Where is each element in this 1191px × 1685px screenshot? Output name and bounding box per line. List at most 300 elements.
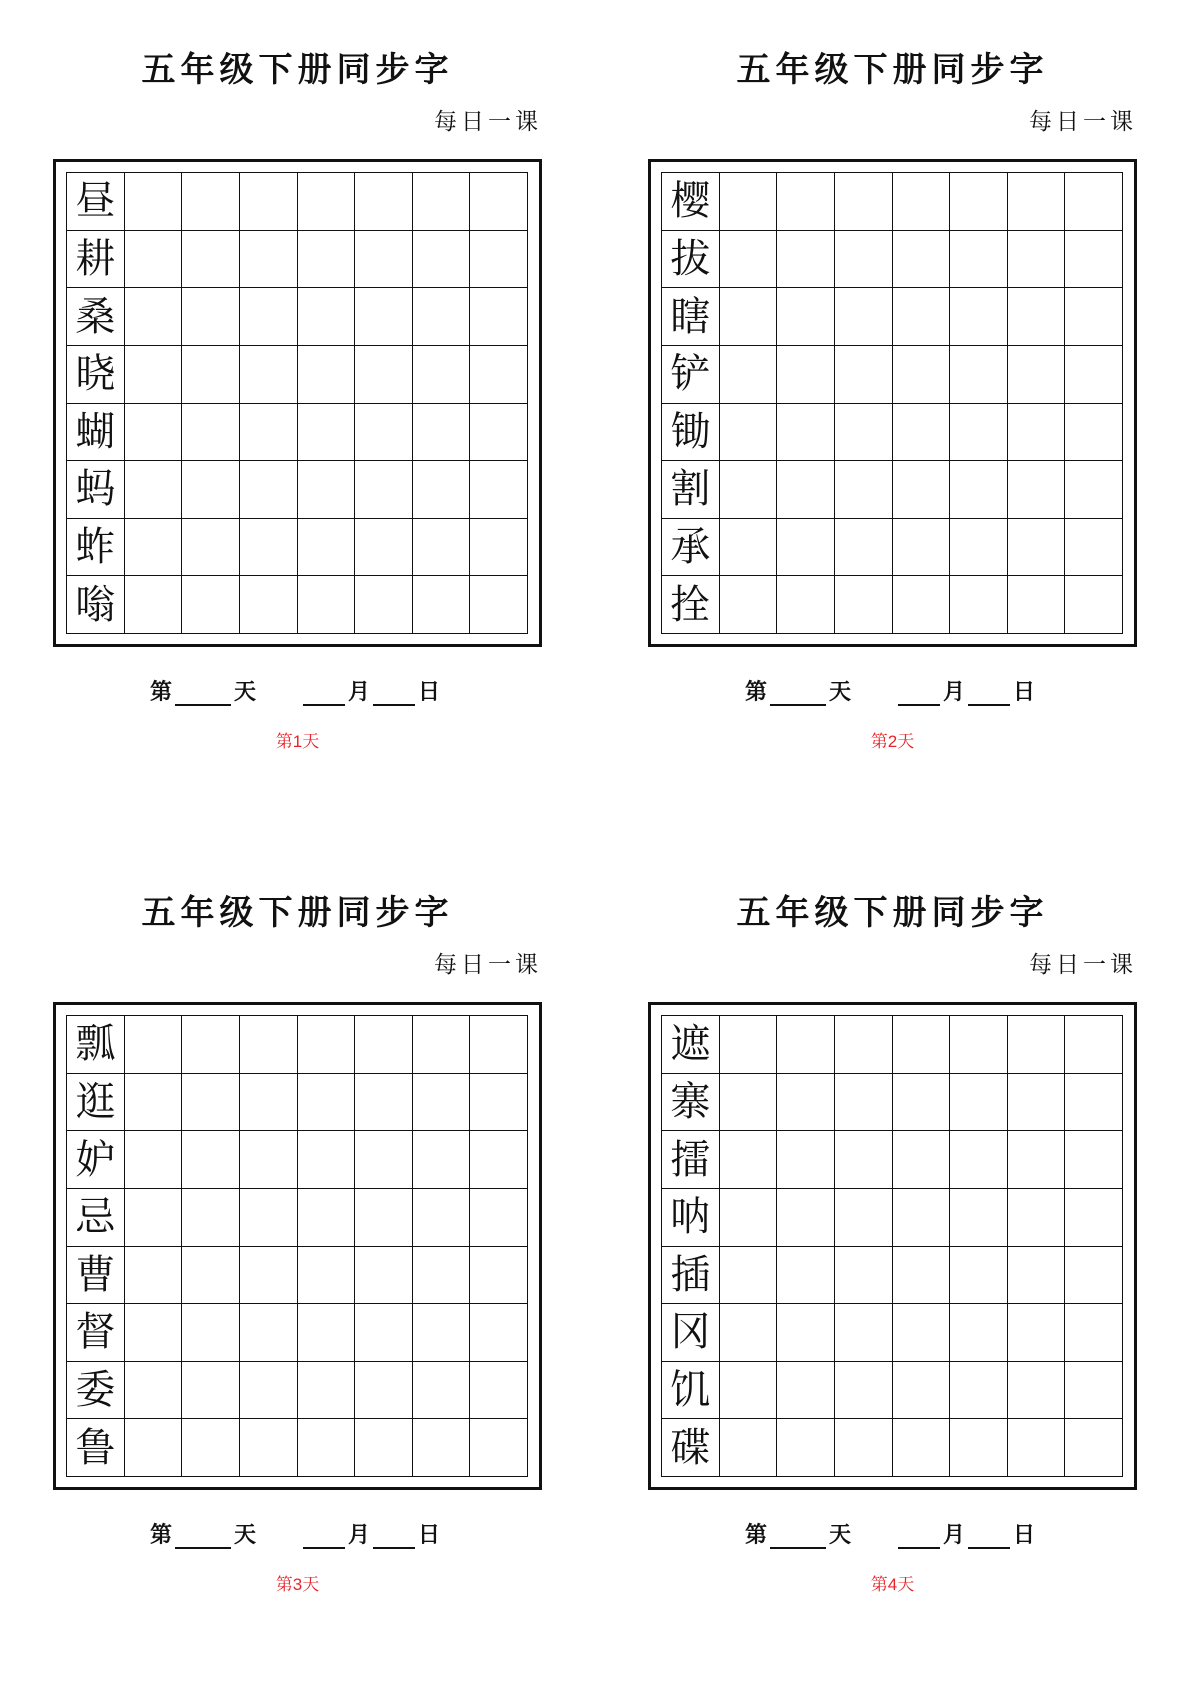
writing-cell[interactable] bbox=[835, 288, 893, 346]
writing-cell[interactable] bbox=[777, 1419, 835, 1477]
writing-cell[interactable] bbox=[298, 1247, 356, 1305]
sheet-title: 五年级下册同步字 bbox=[141, 893, 454, 933]
writing-cell[interactable] bbox=[182, 1304, 240, 1362]
writing-cell[interactable] bbox=[413, 576, 471, 634]
writing-cell[interactable] bbox=[355, 346, 413, 404]
writing-cell[interactable] bbox=[470, 1304, 528, 1362]
writing-cell[interactable] bbox=[835, 576, 893, 634]
writing-cell[interactable] bbox=[950, 461, 1008, 519]
writing-cell[interactable] bbox=[1065, 346, 1123, 404]
writing-cell[interactable] bbox=[298, 1304, 356, 1362]
writing-cell[interactable] bbox=[298, 173, 356, 231]
day-number-blank[interactable] bbox=[175, 1525, 231, 1549]
writing-cell[interactable] bbox=[950, 1419, 1008, 1477]
practice-grid bbox=[66, 172, 528, 634]
practice-sheet bbox=[595, 843, 1190, 1685]
writing-cell[interactable] bbox=[470, 173, 528, 231]
writing-cell[interactable] bbox=[125, 1074, 183, 1132]
date-line bbox=[745, 1519, 1035, 1549]
writing-cell[interactable] bbox=[355, 1189, 413, 1247]
writing-cell[interactable] bbox=[720, 1419, 778, 1477]
writing-cell[interactable] bbox=[1065, 519, 1123, 577]
writing-cell[interactable] bbox=[413, 404, 471, 462]
writing-cell[interactable] bbox=[240, 346, 298, 404]
writing-cell[interactable] bbox=[470, 1131, 528, 1189]
writing-cell[interactable] bbox=[835, 173, 893, 231]
writing-cell[interactable] bbox=[1008, 173, 1066, 231]
writing-cell[interactable] bbox=[1008, 1074, 1066, 1132]
writing-cell[interactable] bbox=[240, 1131, 298, 1189]
writing-cell[interactable] bbox=[182, 173, 240, 231]
writing-cell[interactable] bbox=[125, 1247, 183, 1305]
model-character-cell: 忌 bbox=[67, 1189, 125, 1247]
writing-cell[interactable] bbox=[125, 1016, 183, 1074]
writing-cell[interactable] bbox=[413, 461, 471, 519]
sheet-title: 五年级下册同步字 bbox=[141, 50, 454, 90]
writing-cell[interactable] bbox=[298, 1074, 356, 1132]
writing-cell[interactable] bbox=[777, 576, 835, 634]
writing-cell[interactable] bbox=[240, 576, 298, 634]
writing-cell[interactable] bbox=[950, 576, 1008, 634]
day-prefix: 第 bbox=[745, 1522, 768, 1548]
writing-cell[interactable] bbox=[950, 1304, 1008, 1362]
writing-cell[interactable] bbox=[355, 231, 413, 289]
model-character-cell: 插 bbox=[662, 1247, 720, 1305]
writing-cell[interactable] bbox=[1065, 173, 1123, 231]
writing-cell[interactable] bbox=[182, 1419, 240, 1477]
writing-cell[interactable] bbox=[893, 1419, 951, 1477]
writing-cell[interactable] bbox=[298, 1131, 356, 1189]
writing-cell[interactable] bbox=[950, 1189, 1008, 1247]
day-label: 第3天 bbox=[275, 1575, 320, 1594]
writing-cell[interactable] bbox=[1008, 1304, 1066, 1362]
month-unit: 月 bbox=[348, 1522, 371, 1548]
model-character-cell: 拴 bbox=[662, 576, 720, 634]
writing-cell[interactable] bbox=[720, 404, 778, 462]
writing-cell[interactable] bbox=[240, 1189, 298, 1247]
writing-cell[interactable] bbox=[777, 519, 835, 577]
date-blank[interactable] bbox=[968, 682, 1010, 706]
writing-cell[interactable] bbox=[893, 173, 951, 231]
writing-cell[interactable] bbox=[720, 1362, 778, 1420]
writing-cell[interactable] bbox=[893, 1247, 951, 1305]
writing-cell[interactable] bbox=[720, 173, 778, 231]
writing-cell[interactable] bbox=[125, 519, 183, 577]
writing-cell[interactable] bbox=[1008, 519, 1066, 577]
writing-cell[interactable] bbox=[950, 231, 1008, 289]
writing-cell[interactable] bbox=[240, 1016, 298, 1074]
day-prefix: 第 bbox=[150, 1522, 173, 1548]
writing-cell[interactable] bbox=[1065, 1074, 1123, 1132]
writing-cell[interactable] bbox=[413, 1419, 471, 1477]
writing-cell[interactable] bbox=[1065, 1362, 1123, 1420]
month-unit: 月 bbox=[943, 1522, 966, 1548]
writing-cell[interactable] bbox=[298, 1419, 356, 1477]
writing-cell[interactable] bbox=[125, 288, 183, 346]
writing-cell[interactable] bbox=[182, 288, 240, 346]
writing-cell[interactable] bbox=[470, 1074, 528, 1132]
writing-cell[interactable] bbox=[470, 461, 528, 519]
model-character-cell: 遮 bbox=[662, 1016, 720, 1074]
writing-cell[interactable] bbox=[125, 1362, 183, 1420]
writing-cell[interactable] bbox=[182, 1016, 240, 1074]
writing-cell[interactable] bbox=[835, 1362, 893, 1420]
day-number-blank[interactable] bbox=[770, 1525, 826, 1549]
date-unit: 日 bbox=[418, 1522, 441, 1548]
writing-cell[interactable] bbox=[777, 173, 835, 231]
writing-cell[interactable] bbox=[835, 1016, 893, 1074]
writing-cell[interactable] bbox=[182, 231, 240, 289]
month-blank[interactable] bbox=[303, 1525, 345, 1549]
practice-grid bbox=[661, 172, 1123, 634]
writing-cell[interactable] bbox=[240, 1304, 298, 1362]
writing-cell[interactable] bbox=[835, 1189, 893, 1247]
writing-cell[interactable] bbox=[835, 519, 893, 577]
model-character-cell: 鲁 bbox=[67, 1419, 125, 1477]
writing-cell[interactable] bbox=[355, 1362, 413, 1420]
writing-cell[interactable] bbox=[720, 1189, 778, 1247]
model-character-cell: 晓 bbox=[67, 346, 125, 404]
writing-cell[interactable] bbox=[182, 346, 240, 404]
writing-cell[interactable] bbox=[835, 231, 893, 289]
day-number-blank[interactable] bbox=[175, 682, 231, 706]
model-character-cell: 曹 bbox=[67, 1247, 125, 1305]
month-unit: 月 bbox=[943, 679, 966, 705]
day-unit: 天 bbox=[234, 679, 257, 705]
writing-cell[interactable] bbox=[182, 576, 240, 634]
writing-cell[interactable] bbox=[893, 231, 951, 289]
writing-cell[interactable] bbox=[950, 1074, 1008, 1132]
month-blank[interactable] bbox=[898, 682, 940, 706]
writing-cell[interactable] bbox=[777, 1016, 835, 1074]
writing-cell[interactable] bbox=[240, 1419, 298, 1477]
sheet-subtitle: 每日一课 bbox=[434, 952, 542, 978]
writing-cell[interactable] bbox=[470, 1247, 528, 1305]
month-blank[interactable] bbox=[303, 682, 345, 706]
writing-cell[interactable] bbox=[470, 1189, 528, 1247]
writing-cell[interactable] bbox=[893, 1074, 951, 1132]
writing-cell[interactable] bbox=[413, 346, 471, 404]
writing-cell[interactable] bbox=[1065, 1247, 1123, 1305]
writing-cell[interactable] bbox=[1008, 576, 1066, 634]
writing-cell[interactable] bbox=[355, 1131, 413, 1189]
writing-cell[interactable] bbox=[1008, 1131, 1066, 1189]
model-character-cell: 承 bbox=[662, 519, 720, 577]
writing-cell[interactable] bbox=[413, 519, 471, 577]
model-character-cell: 督 bbox=[67, 1304, 125, 1362]
writing-cell[interactable] bbox=[893, 404, 951, 462]
day-prefix: 第 bbox=[745, 679, 768, 705]
writing-cell[interactable] bbox=[835, 346, 893, 404]
writing-cell[interactable] bbox=[240, 519, 298, 577]
writing-cell[interactable] bbox=[355, 1016, 413, 1074]
writing-cell[interactable] bbox=[298, 461, 356, 519]
writing-cell[interactable] bbox=[950, 1016, 1008, 1074]
model-character-cell: 瓢 bbox=[67, 1016, 125, 1074]
model-character-cell: 樱 bbox=[662, 173, 720, 231]
writing-cell[interactable] bbox=[125, 1419, 183, 1477]
writing-cell[interactable] bbox=[1008, 346, 1066, 404]
writing-cell[interactable] bbox=[125, 1131, 183, 1189]
writing-cell[interactable] bbox=[413, 1304, 471, 1362]
writing-cell[interactable] bbox=[240, 1074, 298, 1132]
writing-cell[interactable] bbox=[777, 1362, 835, 1420]
writing-cell[interactable] bbox=[893, 1362, 951, 1420]
day-label: 第4天 bbox=[870, 1575, 915, 1594]
writing-cell[interactable] bbox=[413, 1247, 471, 1305]
writing-cell[interactable] bbox=[182, 1247, 240, 1305]
writing-cell[interactable] bbox=[1065, 288, 1123, 346]
writing-cell[interactable] bbox=[182, 1362, 240, 1420]
writing-cell[interactable] bbox=[470, 404, 528, 462]
writing-cell[interactable] bbox=[182, 519, 240, 577]
writing-cell[interactable] bbox=[125, 1304, 183, 1362]
writing-cell[interactable] bbox=[298, 1016, 356, 1074]
writing-cell[interactable] bbox=[125, 404, 183, 462]
writing-cell[interactable] bbox=[950, 1247, 1008, 1305]
day-number-blank[interactable] bbox=[770, 682, 826, 706]
date-blank[interactable] bbox=[373, 682, 415, 706]
writing-cell[interactable] bbox=[125, 346, 183, 404]
practice-grid-frame bbox=[648, 1002, 1137, 1490]
writing-cell[interactable] bbox=[240, 1362, 298, 1420]
writing-cell[interactable] bbox=[720, 1304, 778, 1362]
writing-cell[interactable] bbox=[413, 288, 471, 346]
model-character-cell: 冈 bbox=[662, 1304, 720, 1362]
writing-cell[interactable] bbox=[298, 231, 356, 289]
writing-cell[interactable] bbox=[355, 1247, 413, 1305]
writing-cell[interactable] bbox=[355, 1304, 413, 1362]
writing-cell[interactable] bbox=[893, 1016, 951, 1074]
writing-cell[interactable] bbox=[182, 461, 240, 519]
model-character-cell: 擂 bbox=[662, 1131, 720, 1189]
writing-cell[interactable] bbox=[125, 461, 183, 519]
model-character-cell: 碟 bbox=[662, 1419, 720, 1477]
model-character-cell: 割 bbox=[662, 461, 720, 519]
writing-cell[interactable] bbox=[413, 1074, 471, 1132]
writing-cell[interactable] bbox=[125, 576, 183, 634]
writing-cell[interactable] bbox=[777, 231, 835, 289]
writing-cell[interactable] bbox=[950, 1362, 1008, 1420]
day-label: 第2天 bbox=[870, 732, 915, 751]
writing-cell[interactable] bbox=[240, 231, 298, 289]
writing-cell[interactable] bbox=[125, 1189, 183, 1247]
date-unit: 日 bbox=[1013, 1522, 1036, 1548]
sheet-title: 五年级下册同步字 bbox=[736, 893, 1049, 933]
writing-cell[interactable] bbox=[298, 346, 356, 404]
writing-cell[interactable] bbox=[182, 1189, 240, 1247]
writing-cell[interactable] bbox=[1065, 231, 1123, 289]
writing-cell[interactable] bbox=[413, 231, 471, 289]
writing-cell[interactable] bbox=[1065, 1189, 1123, 1247]
writing-cell[interactable] bbox=[1008, 1362, 1066, 1420]
date-line bbox=[745, 676, 1035, 706]
date-unit: 日 bbox=[418, 679, 441, 705]
writing-cell[interactable] bbox=[298, 1362, 356, 1420]
practice-grid-frame bbox=[648, 159, 1137, 647]
model-character-cell: 锄 bbox=[662, 404, 720, 462]
writing-cell[interactable] bbox=[777, 1304, 835, 1362]
writing-cell[interactable] bbox=[835, 1131, 893, 1189]
writing-cell[interactable] bbox=[777, 1189, 835, 1247]
writing-cell[interactable] bbox=[413, 1131, 471, 1189]
day-unit: 天 bbox=[234, 1522, 257, 1548]
writing-cell[interactable] bbox=[470, 346, 528, 404]
writing-cell[interactable] bbox=[1065, 1016, 1123, 1074]
writing-cell[interactable] bbox=[1008, 1016, 1066, 1074]
date-blank[interactable] bbox=[373, 1525, 415, 1549]
writing-cell[interactable] bbox=[950, 346, 1008, 404]
writing-cell[interactable] bbox=[125, 231, 183, 289]
writing-cell[interactable] bbox=[1008, 1189, 1066, 1247]
writing-cell[interactable] bbox=[413, 1016, 471, 1074]
writing-cell[interactable] bbox=[777, 288, 835, 346]
writing-cell[interactable] bbox=[835, 461, 893, 519]
writing-cell[interactable] bbox=[298, 576, 356, 634]
writing-cell[interactable] bbox=[720, 1016, 778, 1074]
writing-cell[interactable] bbox=[720, 1074, 778, 1132]
writing-cell[interactable] bbox=[777, 461, 835, 519]
writing-cell[interactable] bbox=[1008, 404, 1066, 462]
model-character-cell: 昼 bbox=[67, 173, 125, 231]
writing-cell[interactable] bbox=[893, 576, 951, 634]
writing-cell[interactable] bbox=[1065, 1131, 1123, 1189]
writing-cell[interactable] bbox=[1065, 576, 1123, 634]
writing-cell[interactable] bbox=[125, 173, 183, 231]
writing-cell[interactable] bbox=[720, 346, 778, 404]
writing-cell[interactable] bbox=[950, 1131, 1008, 1189]
writing-cell[interactable] bbox=[777, 1074, 835, 1132]
writing-cell[interactable] bbox=[355, 288, 413, 346]
writing-cell[interactable] bbox=[1008, 231, 1066, 289]
day-label: 第1天 bbox=[275, 732, 320, 751]
writing-cell[interactable] bbox=[298, 519, 356, 577]
model-character-cell: 饥 bbox=[662, 1362, 720, 1420]
writing-cell[interactable] bbox=[1008, 1247, 1066, 1305]
model-character-cell: 耕 bbox=[67, 231, 125, 289]
writing-cell[interactable] bbox=[470, 288, 528, 346]
writing-cell[interactable] bbox=[1065, 1419, 1123, 1477]
writing-cell[interactable] bbox=[893, 346, 951, 404]
writing-cell[interactable] bbox=[470, 1362, 528, 1420]
writing-cell[interactable] bbox=[413, 1189, 471, 1247]
model-character-cell: 拔 bbox=[662, 231, 720, 289]
day-unit: 天 bbox=[829, 679, 852, 705]
writing-cell[interactable] bbox=[720, 1247, 778, 1305]
writing-cell[interactable] bbox=[1065, 1304, 1123, 1362]
writing-cell[interactable] bbox=[298, 404, 356, 462]
writing-cell[interactable] bbox=[777, 1247, 835, 1305]
practice-sheet bbox=[0, 0, 595, 842]
model-character-cell: 蚱 bbox=[67, 519, 125, 577]
model-character-cell: 瞎 bbox=[662, 288, 720, 346]
writing-cell[interactable] bbox=[355, 461, 413, 519]
writing-cell[interactable] bbox=[355, 519, 413, 577]
date-line bbox=[150, 1519, 440, 1549]
writing-cell[interactable] bbox=[470, 231, 528, 289]
practice-grid bbox=[66, 1015, 528, 1477]
writing-cell[interactable] bbox=[720, 461, 778, 519]
writing-cell[interactable] bbox=[835, 1074, 893, 1132]
model-character-cell: 委 bbox=[67, 1362, 125, 1420]
sheet-subtitle: 每日一课 bbox=[1029, 952, 1137, 978]
writing-cell[interactable] bbox=[893, 519, 951, 577]
writing-cell[interactable] bbox=[240, 461, 298, 519]
writing-cell[interactable] bbox=[720, 288, 778, 346]
writing-cell[interactable] bbox=[240, 173, 298, 231]
writing-cell[interactable] bbox=[1065, 461, 1123, 519]
writing-cell[interactable] bbox=[355, 1419, 413, 1477]
writing-cell[interactable] bbox=[720, 1131, 778, 1189]
writing-cell[interactable] bbox=[1008, 288, 1066, 346]
writing-cell[interactable] bbox=[1008, 461, 1066, 519]
writing-cell[interactable] bbox=[835, 1419, 893, 1477]
practice-sheet bbox=[0, 843, 595, 1685]
writing-cell[interactable] bbox=[298, 288, 356, 346]
writing-cell[interactable] bbox=[470, 1419, 528, 1477]
model-character-cell: 妒 bbox=[67, 1131, 125, 1189]
writing-cell[interactable] bbox=[950, 519, 1008, 577]
writing-cell[interactable] bbox=[470, 576, 528, 634]
writing-cell[interactable] bbox=[413, 173, 471, 231]
writing-cell[interactable] bbox=[893, 461, 951, 519]
sheet-subtitle: 每日一课 bbox=[1029, 109, 1137, 135]
writing-cell[interactable] bbox=[720, 519, 778, 577]
writing-cell[interactable] bbox=[355, 173, 413, 231]
writing-cell[interactable] bbox=[298, 1189, 356, 1247]
writing-cell[interactable] bbox=[182, 404, 240, 462]
writing-cell[interactable] bbox=[470, 1016, 528, 1074]
writing-cell[interactable] bbox=[182, 1131, 240, 1189]
writing-cell[interactable] bbox=[355, 1074, 413, 1132]
writing-cell[interactable] bbox=[240, 288, 298, 346]
day-unit: 天 bbox=[829, 1522, 852, 1548]
model-character-cell: 蚂 bbox=[67, 461, 125, 519]
writing-cell[interactable] bbox=[893, 288, 951, 346]
writing-cell[interactable] bbox=[470, 519, 528, 577]
writing-cell[interactable] bbox=[950, 173, 1008, 231]
date-blank[interactable] bbox=[968, 1525, 1010, 1549]
writing-cell[interactable] bbox=[777, 346, 835, 404]
date-unit: 日 bbox=[1013, 679, 1036, 705]
writing-cell[interactable] bbox=[893, 1304, 951, 1362]
writing-cell[interactable] bbox=[720, 576, 778, 634]
writing-cell[interactable] bbox=[1065, 404, 1123, 462]
model-character-cell: 嗡 bbox=[67, 576, 125, 634]
writing-cell[interactable] bbox=[835, 404, 893, 462]
month-blank[interactable] bbox=[898, 1525, 940, 1549]
model-character-cell: 蝴 bbox=[67, 404, 125, 462]
writing-cell[interactable] bbox=[835, 1304, 893, 1362]
writing-cell[interactable] bbox=[777, 404, 835, 462]
practice-grid bbox=[661, 1015, 1123, 1477]
writing-cell[interactable] bbox=[720, 231, 778, 289]
writing-cell[interactable] bbox=[1008, 1419, 1066, 1477]
writing-cell[interactable] bbox=[355, 404, 413, 462]
writing-cell[interactable] bbox=[777, 1131, 835, 1189]
writing-cell[interactable] bbox=[893, 1131, 951, 1189]
writing-cell[interactable] bbox=[240, 1247, 298, 1305]
model-character-cell: 桑 bbox=[67, 288, 125, 346]
writing-cell[interactable] bbox=[950, 288, 1008, 346]
writing-cell[interactable] bbox=[950, 404, 1008, 462]
writing-cell[interactable] bbox=[240, 404, 298, 462]
writing-cell[interactable] bbox=[355, 576, 413, 634]
writing-cell[interactable] bbox=[413, 1362, 471, 1420]
writing-cell[interactable] bbox=[835, 1247, 893, 1305]
writing-cell[interactable] bbox=[182, 1074, 240, 1132]
writing-cell[interactable] bbox=[893, 1189, 951, 1247]
